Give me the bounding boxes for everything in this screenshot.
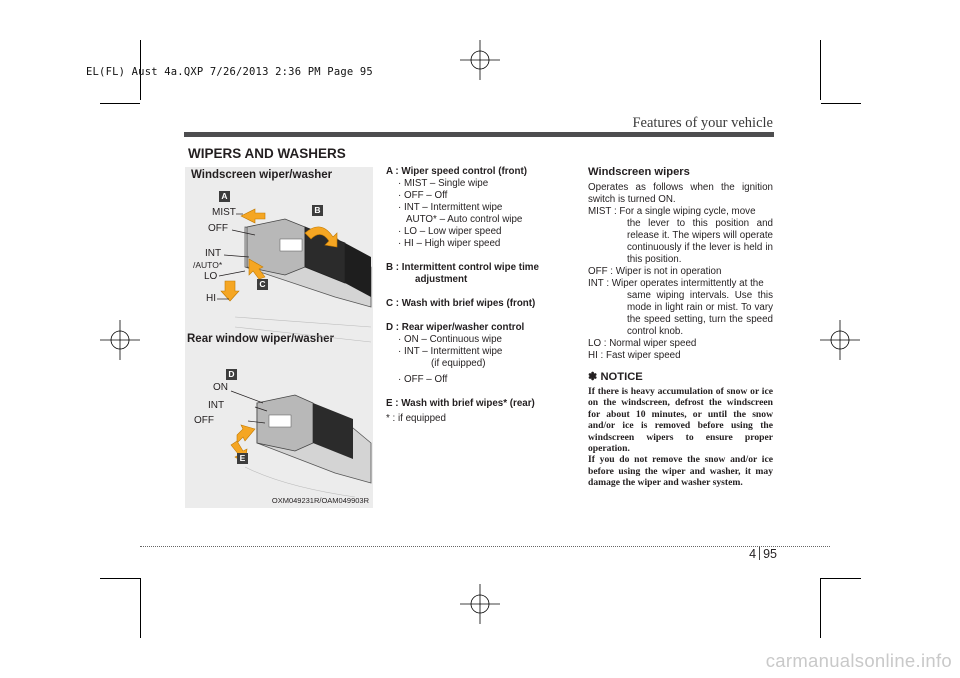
caption-front: Windscreen wiper/washer	[191, 169, 333, 181]
legend-d-title: D : Rear wiper/washer control	[386, 322, 525, 333]
wipers-heading: Windscreen wipers	[588, 166, 690, 178]
legend-e-title: E : Wash with brief wipes* (rear)	[386, 398, 535, 409]
legend-d-on: · ON – Continuous wipe	[398, 334, 503, 345]
label-mist: MIST	[212, 207, 236, 218]
label-lo: LO	[204, 271, 218, 282]
caption-rear: Rear window wiper/washer	[187, 333, 334, 345]
wiper-description	[588, 166, 773, 489]
legend-d-off: · OFF – Off	[398, 374, 448, 385]
badge-a: A	[219, 191, 230, 202]
image-code: OXM049231R/OAM049903R	[271, 496, 369, 505]
arrow-hi-icon	[221, 281, 239, 301]
footer-rule	[140, 546, 830, 547]
int-desc: same wiping intervals. Use this mode in light rain or mist. To vary the speed setting, turn the speed control knob.	[627, 290, 773, 337]
off-desc: OFF : Wiper is not in operation	[588, 266, 722, 277]
legend-b-title: B : Intermittent control wipe time	[386, 262, 539, 273]
print-slug: EL(FL) Aust 4a.QXP 7/26/2013 2:36 PM Page 95	[86, 66, 373, 78]
badge-b: B	[312, 205, 323, 216]
legend-a-title: A : Wiper speed control (front)	[386, 166, 528, 177]
front-stalk	[235, 219, 371, 342]
lo-desc: LO : Normal wiper speed	[588, 338, 697, 349]
badge-c: C	[257, 279, 268, 290]
legend-a-auto: AUTO* – Auto control wipe	[406, 214, 523, 225]
page-number	[749, 547, 777, 561]
legend-b-title-cont: adjustment	[415, 274, 468, 285]
chapter-title: Features of your vehicle	[632, 115, 773, 131]
wiper-figure	[185, 167, 373, 508]
legend-d-int: · INT – Intermittent wipe	[398, 346, 503, 357]
wipers-intro: Operates as follows when the ignition switch is turned ON.	[588, 182, 773, 205]
legend-a-item: · HI – High wiper speed	[398, 238, 501, 249]
section-title: WIPERS AND WASHERS	[188, 146, 346, 161]
label-off: OFF	[208, 223, 228, 234]
mist-desc: the lever to this position and release it. The wipers will operate continuously if the lever is held in this position.	[627, 218, 773, 265]
control-legend	[386, 166, 566, 425]
label-int: INT	[205, 248, 222, 259]
label-rear-on: ON	[213, 382, 228, 393]
chapter-number: 4	[749, 547, 757, 561]
badge-d: D	[226, 369, 237, 380]
notice-body: If there is heavy accumulation of snow or ice on the windscreen, defrost the windscreen for about 10 minutes, or until the snow and/or ice is removed before using the windscreen wipers to ensure proper operation. If you do not remove the snow and/or ice before using the wiper and washer, it may damage the wiper and washer system.	[588, 386, 773, 489]
notice-heading: ✽ NOTICE	[588, 371, 643, 383]
footnote: * : if equipped	[386, 413, 446, 424]
front-lever-illustration	[185, 167, 373, 508]
arrow-mist-icon	[241, 209, 265, 223]
legend-c-title: C : Wash with brief wipes (front)	[386, 298, 536, 309]
header-rule	[184, 132, 774, 137]
badge-e: E	[237, 453, 248, 464]
int-label: INT : Wiper operates intermittently at the	[588, 278, 764, 289]
watermark: carmanualsonline.info	[765, 650, 952, 671]
legend-a-item: · INT – Intermittent wipe	[398, 202, 503, 213]
mist-label: MIST : For a single wiping cycle, move	[588, 206, 756, 217]
hi-desc: HI : Fast wiper speed	[588, 350, 681, 361]
label-auto: /AUTO*	[193, 260, 223, 270]
label-hi: HI	[206, 293, 216, 304]
legend-a-item: · LO – Low wiper speed	[398, 226, 502, 237]
page-number-value: 95	[763, 547, 777, 561]
legend-a-item: · OFF – Off	[398, 190, 448, 201]
legend-d-int-note: (if equipped)	[431, 358, 486, 369]
legend-a-item: · MIST – Single wipe	[398, 178, 489, 189]
label-rear-off: OFF	[194, 415, 214, 426]
label-rear-int: INT	[208, 400, 225, 411]
arrow-rear-off-icon	[237, 425, 255, 443]
